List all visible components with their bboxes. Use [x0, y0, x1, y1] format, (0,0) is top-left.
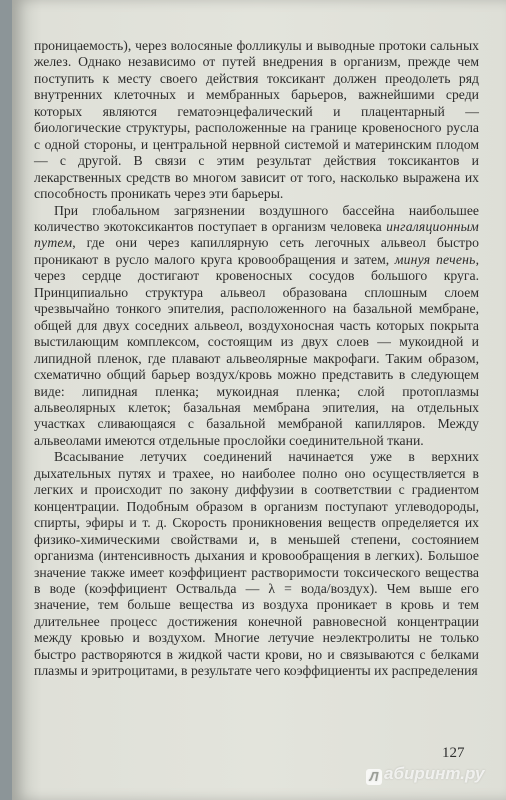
paragraph-3: Всасывание летучих соединений начинается уже в верхних дыхательных путях и трахее, но наиболее полно оно осуществляется в легких и происходит по закону диффузии в соответствии с градиентом концентрации. Подобным образом в организм поступают углеводороды, спирты, эфиры и т. д. Скорость проникновения веществ определяется их физико-химическими свойствами и, в меньшей степени, состоянием организма (интенсивность дыхания и кровообращения в легких). Большое значение также имеет коэффициент растворимости токсического вещества в воде (коэффициент Оствальда — λ = вода/воздух). Чем выше его значение, тем больше вещества из воздуха проникает в кровь и тем длительнее процесс достижения конечной равновесной концентрации между кровью и воздухом. Многие летучие неэлектролиты не только быстро растворяются в жидкой части крови, но и связываются с белками плазмы и эритроцитами, в результате чего коэффициенты их распределения: [34, 449, 479, 679]
labirint-logo-icon: Л: [366, 769, 382, 785]
page-number: 127: [442, 745, 465, 761]
paragraph-2-part-1: При глобальном загрязнении воздушного бассейна наибольшее количество экотоксикантов поступает в организм человека: [34, 202, 479, 234]
paragraph-2: [34, 203, 479, 450]
italic-term-inhalation: ингаляционным путем: [34, 218, 479, 251]
page-body-text: [34, 38, 479, 680]
paragraph-2-part-3: , через сердце достигают кровеносных сосудов большого круга. Принципиально структура альвеол образована сплошным слоем чрезвычайно тонкого эпителия, расположенного на базальной мембране, общей для двух соседних альвеол, воздухоносная часть которых покрыта выстилающим комплексом, состоящим из двух слоев — мукоидной и липидной пленок, где плавают альвеолярные макрофаги. Таким образом, схематично общий барьер воздух/кровь можно представить в следующем виде: липидная пленка; мукоидная пленка; слой протоплазмы альвеолярных клеток; базальная мембрана эпителия, на отдельных участках сливающаяся с базальной мембраной капилляров. Между альвеолами имеются отдельные прослойки соединительной ткани.: [34, 251, 479, 448]
italic-term-bypass-liver: минуя печень: [394, 251, 476, 267]
paragraph-1: проницаемость), через волосяные фолликулы и выводные протоки сальных желез. Однако независимо от путей внедрения в организм, прежде чем поступить к месту своего действия токсикант должен преодолеть ряд внутренних клеточных и мембранных барьеров, важнейшими среди которых являются гематоэнцефалический и плацентарный — биологические структуры, расположенные на границе кровеносного русла с одной стороны, и центральной нервной системой и материнским плодом — с другой. В связи с этим результат действия токсикантов и лекарственных средств во многом зависит от того, насколько выражена их способность проникать через эти барьеры.: [34, 38, 479, 202]
book-page: [12, 0, 506, 800]
watermark-text: абиринт.ру: [384, 764, 485, 783]
paragraph-2-part-2: , где они через капиллярную сеть легочных альвеол быстро проникают в русло малого круга кровообращения и затем,: [34, 235, 479, 267]
watermark: [366, 764, 484, 785]
